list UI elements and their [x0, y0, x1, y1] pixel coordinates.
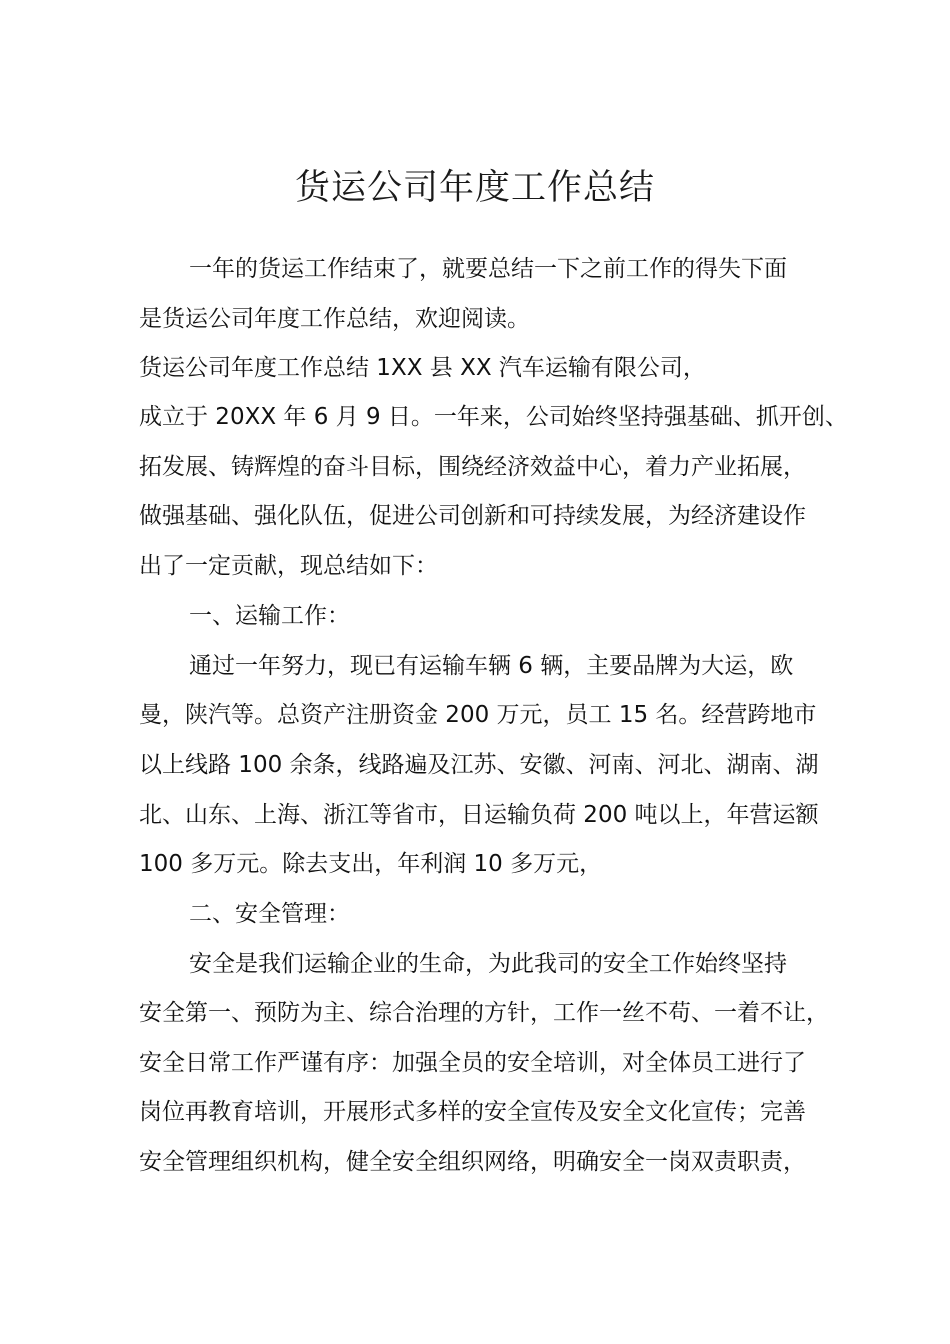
paragraph-line: 成立于 20XX 年 6 月 9 日。一年来，公司始终坚持强基础、抓开创、 — [139, 404, 848, 430]
paragraph-line: 曼，陕汽等。总资产注册资金 200 万元，员工 15 名。经营跨地市 — [139, 702, 817, 728]
section-heading: 一、运输工作： — [189, 603, 350, 629]
paragraph-line: 安全日常工作严谨有序：加强全员的安全培训，对全体员工进行了 — [139, 1050, 806, 1076]
paragraph-line: 做强基础、强化队伍，促进公司创新和可持续发展，为经济建设作 — [139, 503, 806, 529]
paragraph-line: 100 多万元。除去支出，年利润 10 多万元， — [139, 851, 603, 877]
paragraph-line: 通过一年努力，现已有运输车辆 6 辆，主要品牌为大运，欧 — [189, 653, 794, 679]
section-heading: 二、安全管理： — [189, 901, 350, 927]
paragraph-line: 安全是我们运输企业的生命，为此我司的安全工作始终坚持 — [189, 951, 787, 977]
paragraph-line: 一年的货运工作结束了，就要总结一下之前工作的得失下面 — [189, 256, 787, 282]
paragraph-line: 以上线路 100 余条，线路遍及江苏、安徽、河南、河北、湖南、湖 — [139, 752, 819, 778]
paragraph-line: 安全管理组织机构，健全安全组织网络，明确安全一岗双责职责， — [139, 1149, 806, 1175]
paragraph-line: 岗位再教育培训，开展形式多样的安全宣传及安全文化宣传；完善 — [139, 1099, 806, 1125]
paragraph-line: 北、山东、上海、浙江等省市，日运输负荷 200 吨以上，年营运额 — [139, 802, 819, 828]
paragraph-line: 出了一定贡献，现总结如下： — [139, 553, 438, 579]
paragraph-line: 货运公司年度工作总结 1XX 县 XX 汽车运输有限公司， — [139, 355, 706, 381]
paragraph-line: 拓发展、铸辉煌的奋斗目标，围绕经济效益中心，着力产业拓展， — [139, 454, 806, 480]
paragraph-line: 安全第一、预防为主、综合治理的方针，工作一丝不苟、一着不让， — [139, 1000, 829, 1026]
paragraph-line: 是货运公司年度工作总结，欢迎阅读。 — [139, 306, 530, 332]
document-title: 货运公司年度工作总结 — [294, 168, 655, 208]
